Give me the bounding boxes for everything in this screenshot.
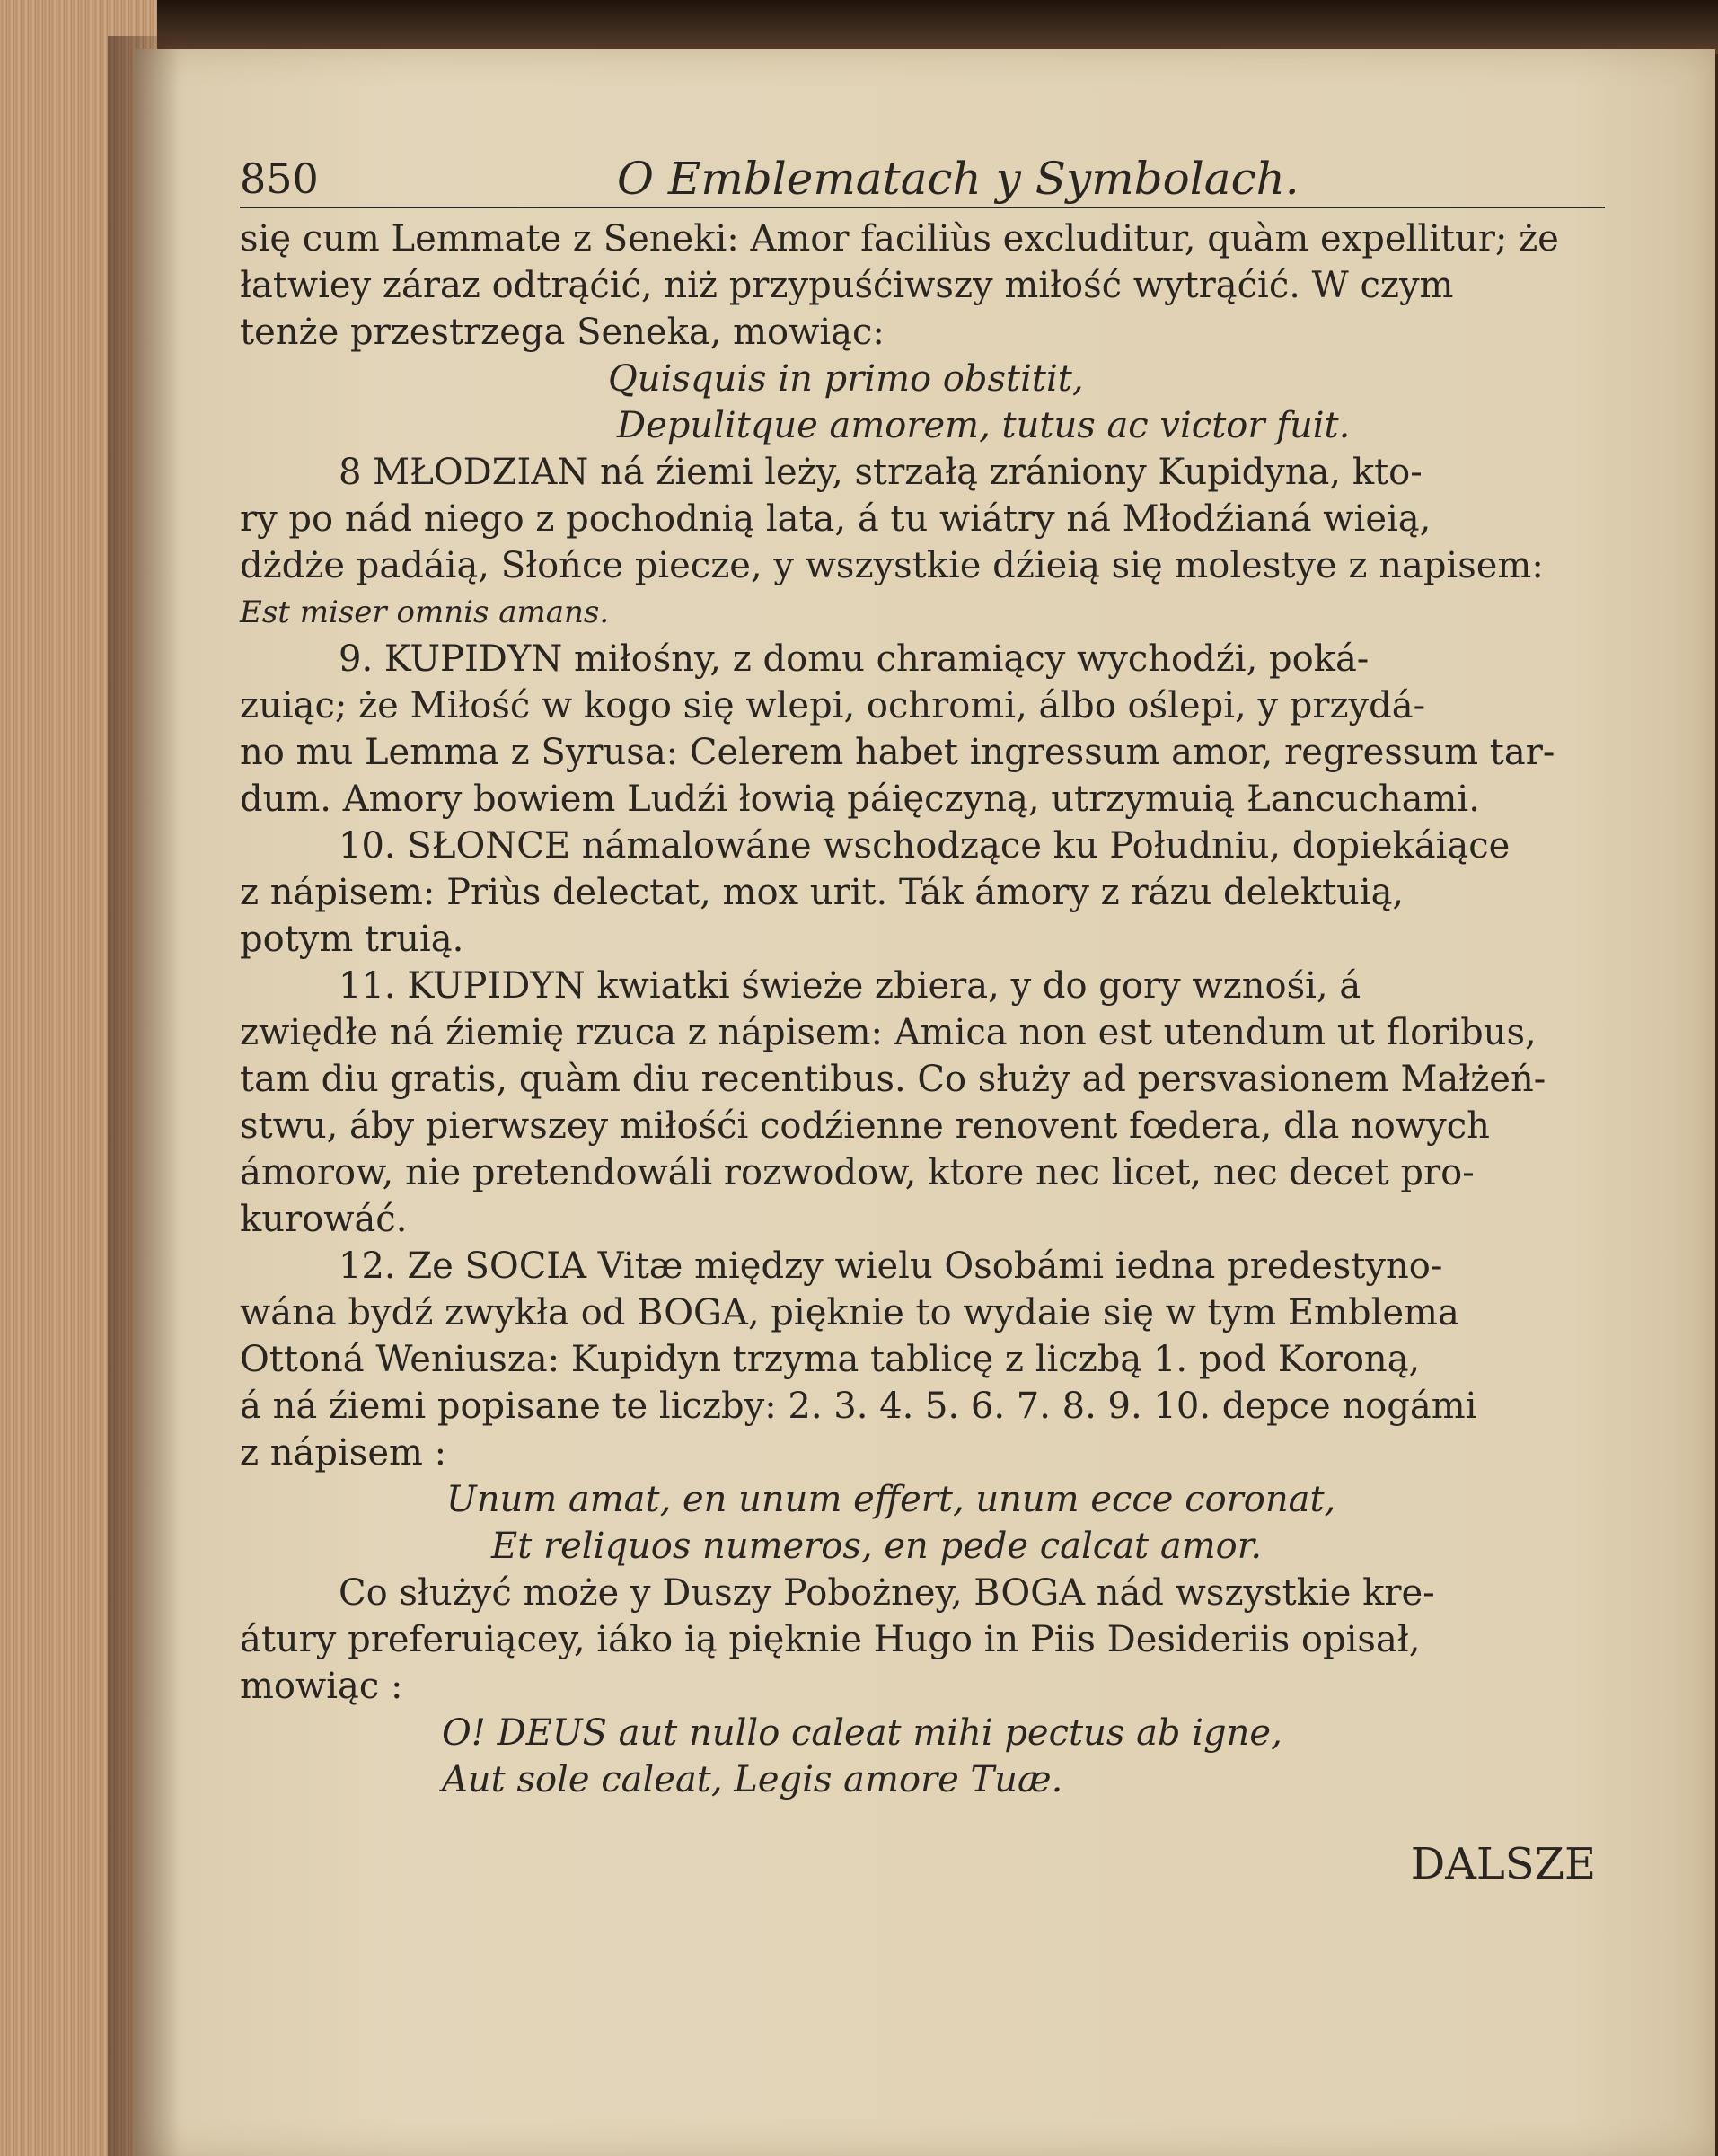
text-line-2: łatwiey záraz odtrąćić, niż przypuśćiwszy miłość wytrąćić. W czym <box>240 265 1454 306</box>
spine-shadow <box>108 36 180 2156</box>
text-line-23: 12. Ze SOCIA Vitæ między wielu Osobámi iedna predestyno- <box>339 1245 1443 1287</box>
running-title: O Emblematach y Symbolach. <box>617 153 1300 205</box>
verse-line-6: Aut sole caleat, Legis amore Tuæ. <box>442 1759 1063 1800</box>
verse-line-4: Et reliquos numeros, en pede calcat amor. <box>491 1526 1263 1567</box>
text-line-22: kurowáć. <box>240 1199 408 1240</box>
text-line-30: Co służyć może y Duszy Pobożney, BOGA nád wszystkie kre- <box>339 1572 1435 1614</box>
text-line-26: á ná źiemi popisane te liczby: 2. 3. 4. 5. 6. 7. 8. 9. 10. depce nogámi <box>240 1386 1477 1427</box>
text-line-1: się cum Lemmate z Seneki: Amor faciliùs excluditur, quàm expellitur; że <box>240 218 1559 260</box>
text-line-7: ry po nád niego z pochodnią lata, á tu wiátry ná Młodźianá wieią, <box>240 498 1432 540</box>
motto-line: Est miser omnis amans. <box>240 594 610 630</box>
page-header <box>240 153 1605 208</box>
text-line-17: 11. KUPIDYN kwiatki świeże zbiera, y do gory wznośi, á <box>339 965 1361 1007</box>
text-line-24: wána bydź zwykła od BOGA, pięknie to wydaie się w tym Emblema <box>240 1292 1459 1333</box>
book-top-edge <box>0 0 1718 54</box>
text-line-18: zwiędłe ná źiemię rzuca z nápisem: Amica non est utendum ut floribus, <box>240 1012 1537 1053</box>
catchword: DALSZE <box>1410 1839 1596 1889</box>
verse-line-3: Unum amat, en unum effert, unum ecce coronat, <box>446 1479 1336 1520</box>
text-line-25: Ottoná Weniusza: Kupidyn trzyma tablicę z liczbą 1. pod Koroną, <box>240 1339 1421 1380</box>
text-line-31: átury preferuiącey, iáko ią pięknie Hugo in Piis Desideriis opisał, <box>240 1619 1421 1660</box>
text-line-13: dum. Amory bowiem Ludźi łowią páięczyną, utrzymuią Łancuchami. <box>240 779 1480 820</box>
text-line-21: ámorow, nie pretendowáli rozwodow, ktore nec licet, nec decet pro- <box>240 1152 1475 1193</box>
text-line-8: dżdże padáią, Słońce piecze, y wszystkie dźieią się molestye z napisem: <box>240 545 1544 586</box>
verse-line-1: Quisquis in primo obstitit, <box>608 358 1084 400</box>
text-line-15: z nápisem: Priùs delectat, mox urit. Ták ámory z rázu delektuią, <box>240 872 1405 913</box>
text-line-14: 10. SŁONCE námalowáne wschodzące ku Południu, dopiekáiące <box>339 825 1511 867</box>
text-line-19: tam diu gratis, quàm diu recentibus. Co służy ad persvasionem Małżeń- <box>240 1059 1546 1100</box>
text-line-32: mowiąc : <box>240 1666 403 1707</box>
text-line-12: no mu Lemma z Syrusa: Celerem habet ingressum amor, regressum tar- <box>240 732 1555 773</box>
text-line-16: potym truią. <box>240 919 464 960</box>
text-line-3: tenże przestrzega Seneka, mowiąc: <box>240 312 885 353</box>
verse-line-5: O! DEUS aut nullo caleat mihi pectus ab igne, <box>442 1712 1282 1754</box>
text-line-20: stwu, áby pierwszey miłośći codźienne renovent fœdera, dla nowych <box>240 1105 1490 1147</box>
text-line-11: zuiąc; że Miłość w kogo się wlepi, ochromi, álbo oślepi, y przydá- <box>240 685 1426 726</box>
text-line-27: z nápisem : <box>240 1432 447 1474</box>
text-line-10: 9. KUPIDYN miłośny, z domu chramiący wychodźi, poká- <box>339 638 1370 680</box>
page-text <box>240 153 1605 1889</box>
page-number: 850 <box>240 154 319 203</box>
verse-line-2: Depulitque amorem, tutus ac victor fuit. <box>617 405 1351 446</box>
text-line-6: 8 MŁODZIAN ná źiemi leży, strzałą zrániony Kupidyna, kto- <box>339 452 1423 493</box>
